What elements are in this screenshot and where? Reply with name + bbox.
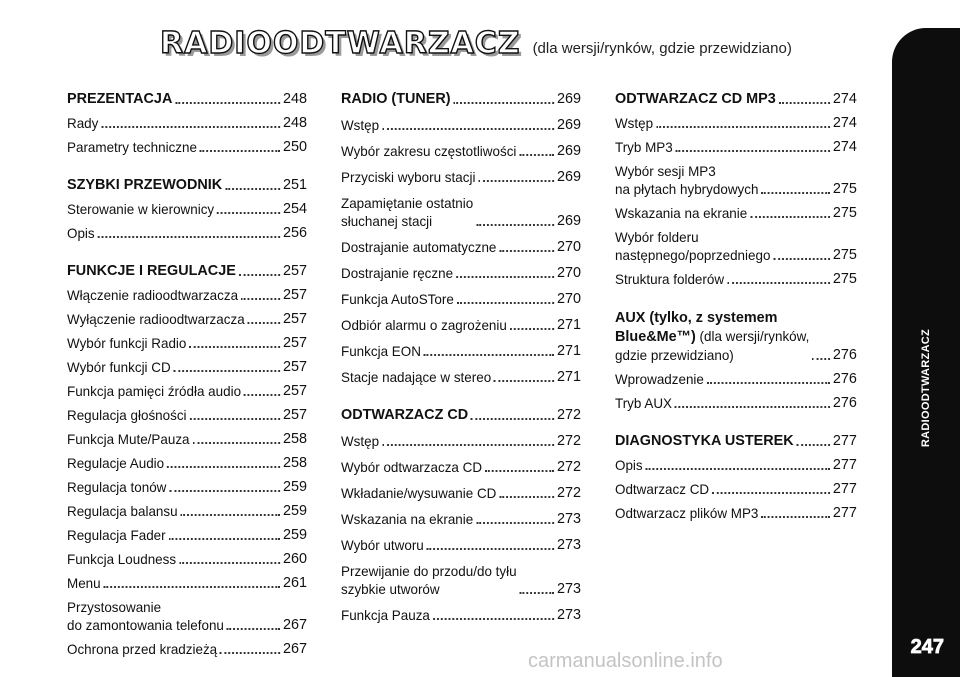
leader-dots — [457, 302, 554, 304]
leader-dots — [169, 490, 280, 492]
toc-entry-page: 248 — [282, 114, 307, 131]
leader-dots — [175, 102, 280, 104]
toc-entry-title-bold: AUX (tylko, z systemem Blue&Me™) — [615, 309, 778, 345]
toc-entry — [341, 536, 581, 554]
toc-entry-title: Funkcja Loudness — [67, 551, 177, 567]
toc-entry-page: 272 — [556, 484, 581, 501]
toc-entry — [615, 456, 857, 474]
toc-entry-page: 277 — [832, 480, 857, 497]
toc-entry-page: 276 — [832, 370, 857, 387]
toc-entry-title: Odbiór alarmu o zagrożeniu — [341, 317, 507, 333]
toc-entry — [341, 510, 581, 528]
toc-entry-title: Dostrajanie automatyczne — [341, 239, 497, 255]
toc-entry-page: 257 — [282, 382, 307, 399]
leader-dots — [174, 370, 281, 372]
toc-entry-title: Przystosowanie do zamontowania telefonu — [67, 599, 224, 633]
toc-entry-page: 261 — [282, 574, 307, 591]
leader-dots — [519, 592, 554, 594]
leader-dots — [675, 406, 830, 408]
toc-entry — [67, 598, 307, 634]
toc-entry — [341, 606, 581, 624]
leader-dots — [656, 126, 830, 128]
toc-entry-title: Funkcja Mute/Pauza — [67, 431, 190, 447]
leader-dots — [239, 274, 280, 276]
leader-dots — [485, 470, 554, 472]
toc-entry-title: Regulacje Audio — [67, 455, 165, 471]
toc-entry-title: Wprowadzenie — [615, 371, 704, 387]
toc-entry-title: Regulacja tonów — [67, 479, 167, 495]
toc-entry — [67, 550, 307, 568]
page-subtitle: (dla wersji/rynków, gdzie przewidziano) — [532, 40, 792, 57]
toc-entry-page: 267 — [282, 640, 307, 657]
toc-entry-title: Opis — [615, 457, 643, 473]
leader-dots — [167, 466, 280, 468]
section-tab-label: RADIOODTWARZACZ — [920, 328, 932, 448]
toc-entry-title: Struktura folderów — [615, 271, 725, 287]
toc-entry-page: 256 — [282, 224, 307, 241]
toc-entry — [341, 290, 581, 308]
toc-entry-title-note: (dla wersji/rynków, gdzie przewidziano) — [615, 328, 810, 363]
leader-dots — [676, 150, 830, 152]
toc-entry-title: Odtwarzacz plików MP3 — [615, 505, 759, 521]
leader-dots — [499, 496, 554, 498]
leader-dots — [180, 514, 280, 516]
toc-entry — [67, 114, 307, 132]
leader-dots — [476, 522, 554, 524]
toc-entry-page: 277 — [832, 456, 857, 473]
toc-entry — [615, 504, 857, 522]
toc-entry-page: 257 — [282, 310, 307, 327]
toc-entry — [67, 286, 307, 304]
toc-entry-page: 275 — [832, 246, 857, 263]
toc-entry — [67, 358, 307, 376]
leader-dots — [427, 548, 554, 550]
toc-entry-title: Regulacja głośności — [67, 407, 187, 423]
leader-dots — [244, 394, 280, 396]
leader-dots — [169, 538, 281, 540]
toc-entry-title: Wskazania na ekranie — [341, 511, 474, 527]
toc-entry — [341, 562, 581, 598]
leader-dots — [494, 380, 554, 382]
toc-entry-page: 271 — [556, 368, 581, 385]
toc-entry-title: Regulacja balansu — [67, 503, 178, 519]
toc-column-2 — [341, 90, 591, 632]
toc-entry — [341, 432, 581, 450]
leader-dots — [812, 358, 830, 360]
toc-entry — [67, 574, 307, 592]
leader-dots — [104, 586, 281, 588]
toc-entry-title: Przewijanie do przodu/do tyłu szybkie utworów — [341, 563, 517, 597]
toc-entry — [341, 264, 581, 282]
toc-entry-title: Wskazania na ekranie — [615, 205, 748, 221]
leader-dots — [510, 328, 554, 330]
toc-column-1 — [67, 90, 317, 664]
toc-entry-page: 267 — [282, 616, 307, 633]
leader-dots — [382, 444, 554, 446]
leader-dots — [220, 652, 280, 654]
toc-section-heading — [67, 176, 307, 194]
toc-entry-title: Wybór funkcji Radio — [67, 335, 187, 351]
toc-entry-title: PREZENTACJA — [67, 90, 173, 107]
toc-entry-title: Funkcja AutoSTore — [341, 291, 454, 307]
toc-entry-title: Zapamiętanie ostatnio słuchanej stacji — [341, 195, 474, 229]
toc-column-3 — [615, 90, 867, 528]
toc-entry-page: 272 — [556, 406, 581, 423]
leader-dots — [433, 618, 554, 620]
toc-entry-page: 257 — [282, 334, 307, 351]
leader-dots — [761, 516, 830, 518]
toc-entry-page: 257 — [282, 358, 307, 375]
toc-entry-page: 272 — [556, 458, 581, 475]
toc-entry-page: 259 — [282, 502, 307, 519]
toc-entry-title: ODTWARZACZ CD — [341, 406, 469, 423]
toc-entry — [67, 502, 307, 520]
leader-dots — [478, 180, 554, 182]
toc-entry-title: Funkcja EON — [341, 343, 421, 359]
toc-entry-title: Funkcja Pauza — [341, 607, 430, 623]
toc-entry-page: 273 — [556, 580, 581, 597]
toc-entry — [67, 640, 307, 658]
toc-entry-page: 274 — [832, 90, 857, 107]
leader-dots — [797, 444, 830, 446]
toc-entry-title: FUNKCJE I REGULACJE — [67, 262, 236, 279]
toc-entry — [67, 138, 307, 156]
toc-entry-page: 251 — [282, 176, 307, 193]
leader-dots — [707, 382, 830, 384]
leader-dots — [761, 192, 830, 194]
leader-dots — [499, 250, 554, 252]
toc-entry-page: 257 — [282, 406, 307, 423]
toc-entry — [67, 478, 307, 496]
toc-entry-page: 259 — [282, 526, 307, 543]
leader-dots — [456, 276, 554, 278]
toc-entry-title: Dostrajanie ręczne — [341, 265, 454, 281]
leader-dots — [382, 128, 554, 130]
toc-entry — [67, 430, 307, 448]
leader-dots — [225, 188, 280, 190]
leader-dots — [248, 322, 281, 324]
leader-dots — [189, 346, 280, 348]
toc-entry-page: 259 — [282, 478, 307, 495]
toc-entry-page: 271 — [556, 316, 581, 333]
toc-entry-title: Parametry techniczne — [67, 139, 197, 155]
toc-section-heading — [615, 90, 857, 108]
toc-entry-page: 270 — [556, 264, 581, 281]
leader-dots — [98, 236, 281, 238]
leader-dots — [779, 102, 830, 104]
toc-entry-page: 257 — [282, 262, 307, 279]
toc-entry — [615, 114, 857, 132]
toc-entry-title: Wstęp — [341, 117, 380, 133]
toc-entry-page: 254 — [282, 200, 307, 217]
leader-dots — [241, 298, 280, 300]
toc-entry-title: Funkcja pamięci źródła audio — [67, 383, 242, 399]
toc-entry-title: Przyciski wyboru stacji — [341, 169, 476, 185]
toc-entry-page: 260 — [282, 550, 307, 567]
toc-entry — [67, 310, 307, 328]
toc-entry — [67, 224, 307, 242]
leader-dots — [727, 282, 830, 284]
leader-dots — [200, 150, 280, 152]
toc-entry-page: 276 — [832, 346, 857, 363]
toc-entry-page: 275 — [832, 270, 857, 287]
toc-entry-title — [615, 308, 809, 364]
toc-entry-title: SZYBKI PRZEWODNIK — [67, 176, 223, 193]
toc-entry-page: 272 — [556, 432, 581, 449]
toc-entry-title: Tryb MP3 — [615, 139, 673, 155]
watermark: carmanualsonline.info — [528, 650, 723, 672]
toc-entry-page: 257 — [282, 286, 307, 303]
toc-entry — [67, 526, 307, 544]
page-header — [160, 26, 792, 61]
toc-entry-page: 275 — [832, 204, 857, 221]
toc-entry-page: 269 — [556, 90, 581, 107]
toc-entry-page: 248 — [282, 90, 307, 107]
toc-entry — [615, 480, 857, 498]
toc-entry — [615, 204, 857, 222]
toc-section-heading — [615, 432, 857, 450]
toc-entry-page: 274 — [832, 138, 857, 155]
leader-dots — [192, 442, 280, 444]
toc-entry — [67, 406, 307, 424]
toc-entry-page: 250 — [282, 138, 307, 155]
toc-entry — [341, 194, 581, 230]
toc-entry — [67, 334, 307, 352]
toc-entry-title: Wybór utworu — [341, 537, 424, 553]
leader-dots — [773, 258, 830, 260]
toc-entry-page: 270 — [556, 290, 581, 307]
toc-entry-title: Odtwarzacz CD — [615, 481, 710, 497]
toc-entry-page: 270 — [556, 238, 581, 255]
leader-dots — [471, 418, 554, 420]
section-tab — [892, 28, 960, 677]
leader-dots — [476, 224, 554, 226]
toc-entry-title: Wybór odtwarzacza CD — [341, 459, 483, 475]
toc-entry — [67, 200, 307, 218]
toc-entry — [341, 142, 581, 160]
toc-entry-page: 258 — [282, 430, 307, 447]
toc-entry — [67, 382, 307, 400]
leader-dots — [646, 468, 830, 470]
leader-dots — [712, 492, 830, 494]
toc-entry-page: 277 — [832, 432, 857, 449]
leader-dots — [179, 562, 280, 564]
toc-section-heading — [615, 308, 857, 364]
toc-entry-title: Wybór folderu następnego/poprzedniego — [615, 229, 771, 263]
leader-dots — [189, 418, 280, 420]
toc-section-heading — [67, 90, 307, 108]
toc-entry — [341, 238, 581, 256]
toc-entry-page: 277 — [832, 504, 857, 521]
toc-section-heading — [341, 406, 581, 424]
toc-entry-page: 274 — [832, 114, 857, 131]
toc-entry-title: Włączenie radioodtwarzacza — [67, 287, 239, 303]
toc-entry — [341, 484, 581, 502]
toc-entry — [341, 168, 581, 186]
leader-dots — [424, 354, 554, 356]
toc-entry-page: 269 — [556, 212, 581, 229]
toc-entry-title: Wyłączenie radioodtwarzacza — [67, 311, 245, 327]
toc-entry-title: Regulacja Fader — [67, 527, 166, 543]
toc-entry-title: ODTWARZACZ CD MP3 — [615, 90, 776, 107]
toc-entry-page: 273 — [556, 536, 581, 553]
toc-entry-page: 269 — [556, 142, 581, 159]
toc-entry — [615, 270, 857, 288]
leader-dots — [750, 216, 830, 218]
toc-entry-title: Wybór sesji MP3 na płytach hybrydowych — [615, 163, 759, 197]
toc-entry — [341, 458, 581, 476]
toc-entry-title: DIAGNOSTYKA USTEREK — [615, 432, 794, 449]
toc-entry-title: Ochrona przed kradzieżą — [67, 641, 218, 657]
toc-entry-page: 276 — [832, 394, 857, 411]
toc-entry-page: 269 — [556, 116, 581, 133]
page-number: 247 — [910, 636, 944, 658]
toc-entry-page: 275 — [832, 180, 857, 197]
toc-entry-title: Tryb AUX — [615, 395, 673, 411]
toc-entry — [341, 116, 581, 134]
page-title: RADIOODTWARZACZ — [160, 26, 521, 61]
toc-entry-title: Stacje nadające w stereo — [341, 369, 492, 385]
leader-dots — [101, 126, 280, 128]
toc-section-heading — [341, 90, 581, 108]
toc-entry — [615, 138, 857, 156]
toc-entry-title: Rady — [67, 115, 99, 131]
toc-entry-page: 273 — [556, 606, 581, 623]
toc-entry-title: Menu — [67, 575, 101, 591]
toc-entry-title: Opis — [67, 225, 95, 241]
toc-entry-title: RADIO (TUNER) — [341, 90, 451, 107]
leader-dots — [453, 102, 554, 104]
toc-entry — [341, 368, 581, 386]
toc-entry — [67, 454, 307, 472]
toc-entry — [341, 316, 581, 334]
toc-entry-page: 271 — [556, 342, 581, 359]
toc-entry-page: 258 — [282, 454, 307, 471]
leader-dots — [227, 628, 280, 630]
toc-entry — [615, 394, 857, 412]
leader-dots — [519, 154, 554, 156]
toc-entry — [615, 228, 857, 264]
toc-entry — [615, 370, 857, 388]
toc-entry-title: Wybór funkcji CD — [67, 359, 171, 375]
toc-entry-page: 273 — [556, 510, 581, 527]
toc-entry-title: Wkładanie/wysuwanie CD — [341, 485, 497, 501]
toc-entry-title: Wybór zakresu częstotliwości — [341, 143, 517, 159]
toc-entry-title: Wstęp — [341, 433, 380, 449]
toc-section-heading — [67, 262, 307, 280]
toc-entry-title: Wstęp — [615, 115, 654, 131]
toc-entry — [341, 342, 581, 360]
toc-entry-page: 269 — [556, 168, 581, 185]
toc-entry-title: Sterowanie w kierownicy — [67, 201, 215, 217]
leader-dots — [217, 212, 280, 214]
toc-entry — [615, 162, 857, 198]
